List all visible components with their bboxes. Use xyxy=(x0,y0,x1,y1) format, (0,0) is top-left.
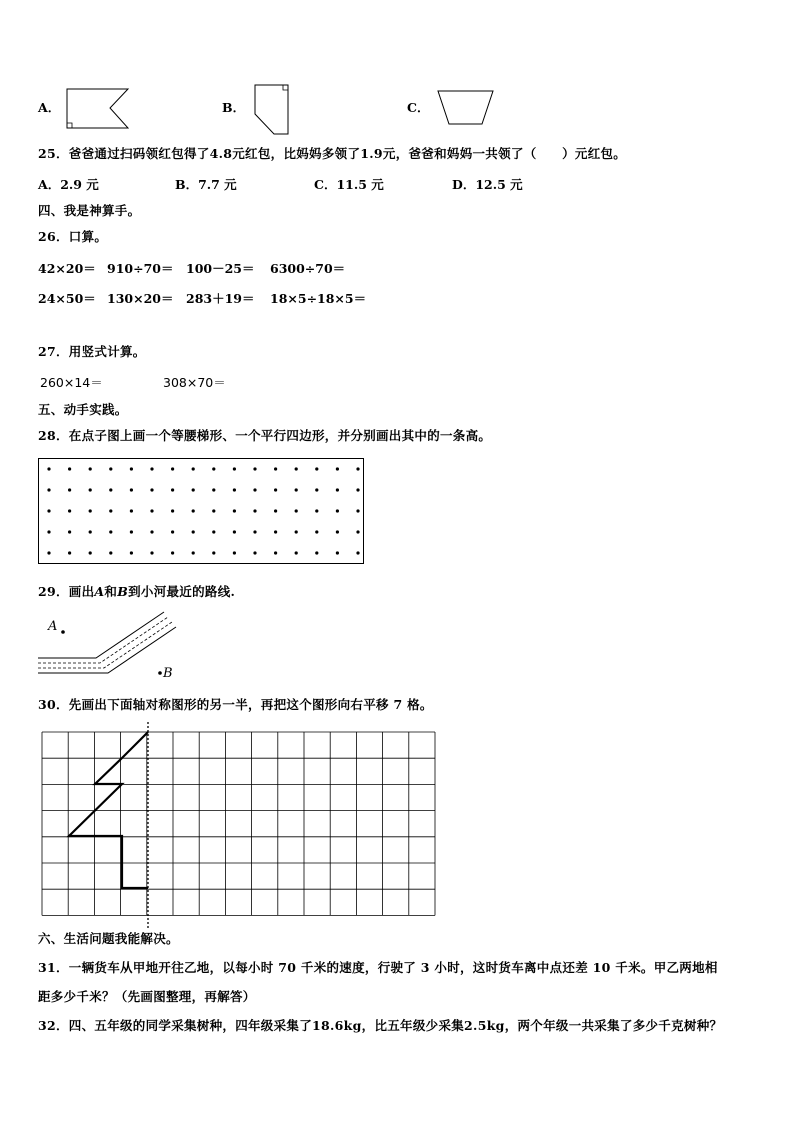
grid-dot xyxy=(356,530,359,533)
half-figure xyxy=(69,732,148,888)
q26-item: 910÷70＝ xyxy=(107,261,174,276)
grid-dot xyxy=(336,467,339,470)
grid-dot xyxy=(130,530,133,533)
grid-dot xyxy=(47,467,50,470)
grid-dot xyxy=(109,551,112,554)
section-4-heading: 四、我是神算手。 xyxy=(38,203,141,218)
q27-item: 260×14＝ xyxy=(40,375,103,390)
grid-dot xyxy=(150,509,153,512)
grid-dot xyxy=(47,551,50,554)
q31-line-2: 距多少千米？（先画图整理，再解答） xyxy=(38,989,256,1004)
q27-item: 308×70＝ xyxy=(163,375,226,390)
q26-item: 18×5÷18×5＝ xyxy=(270,291,367,306)
grid-dot xyxy=(295,551,298,554)
grid-dot xyxy=(315,530,318,533)
q30-stem: 30．先画出下面轴对称图形的另一半，再把这个图形向右平移 7 格。 xyxy=(38,697,433,712)
grid-dot xyxy=(233,488,236,491)
grid-dot xyxy=(233,530,236,533)
q25-option-d: D．12.5 元 xyxy=(452,177,523,192)
grid-dot xyxy=(171,530,174,533)
grid-dot xyxy=(315,488,318,491)
grid-dot xyxy=(274,530,277,533)
grid-dot xyxy=(89,509,92,512)
grid-dot xyxy=(233,509,236,512)
grid-dot xyxy=(150,467,153,470)
q24-shape-c xyxy=(437,90,495,126)
grid-dot xyxy=(89,488,92,491)
point-b-dot xyxy=(158,671,162,675)
grid-dot xyxy=(336,509,339,512)
grid-dot xyxy=(150,488,153,491)
section-5-heading: 五、动手实践。 xyxy=(38,402,128,417)
grid-dot xyxy=(150,530,153,533)
grid-dot xyxy=(253,467,256,470)
grid-dot xyxy=(171,551,174,554)
grid-dot xyxy=(212,467,215,470)
q26-item: 100－25＝ xyxy=(186,261,255,276)
grid-dot xyxy=(336,530,339,533)
grid-dot xyxy=(253,509,256,512)
grid-dot xyxy=(109,530,112,533)
grid-dot xyxy=(295,488,298,491)
grid-dot xyxy=(295,509,298,512)
q26-item: 283＋19＝ xyxy=(186,291,255,306)
grid-dot xyxy=(68,530,71,533)
q24-option-b-label: B． xyxy=(222,100,246,115)
grid-dot xyxy=(295,530,298,533)
grid-dot xyxy=(274,509,277,512)
q26-item: 6300÷70＝ xyxy=(270,261,346,276)
grid-dot xyxy=(192,509,195,512)
grid-dot xyxy=(212,551,215,554)
grid-dot xyxy=(130,509,133,512)
grid-dot xyxy=(68,488,71,491)
q28-stem: 28．在点子图上画一个等腰梯形、一个平行四边形，并分别画出其中的一条高。 xyxy=(38,428,492,443)
grid-dot xyxy=(295,467,298,470)
grid-dot xyxy=(130,488,133,491)
grid-dot xyxy=(47,509,50,512)
grid-dot xyxy=(253,551,256,554)
q26-item: 42×20＝ xyxy=(38,261,96,276)
grid-dot xyxy=(89,551,92,554)
grid-dot xyxy=(212,530,215,533)
q26-item: 130×20＝ xyxy=(107,291,174,306)
grid-dot xyxy=(315,509,318,512)
grid-dot xyxy=(356,488,359,491)
grid-dot xyxy=(356,509,359,512)
grid-dot xyxy=(171,467,174,470)
grid-dot xyxy=(89,530,92,533)
point-a-dot xyxy=(61,630,65,634)
grid-dot xyxy=(315,467,318,470)
grid-dot xyxy=(109,488,112,491)
grid-dot xyxy=(192,488,195,491)
grid-dot xyxy=(68,551,71,554)
grid-dot xyxy=(171,509,174,512)
grid-dot xyxy=(336,488,339,491)
q26-item: 24×50＝ xyxy=(38,291,96,306)
q28-dot-grid xyxy=(38,458,364,564)
grid-dot xyxy=(274,551,277,554)
grid-dot xyxy=(150,551,153,554)
q27-stem: 27．用竖式计算。 xyxy=(38,344,146,359)
grid-dot xyxy=(274,488,277,491)
grid-dot xyxy=(233,551,236,554)
grid-dot xyxy=(130,551,133,554)
grid-dot xyxy=(192,467,195,470)
grid-dot xyxy=(233,467,236,470)
grid-dot xyxy=(356,467,359,470)
grid-dot xyxy=(356,551,359,554)
q29-stem: 29．画出A和B到小河最近的路线. xyxy=(38,584,236,599)
grid-dot xyxy=(47,530,50,533)
grid-dot xyxy=(68,509,71,512)
grid-dot xyxy=(315,551,318,554)
grid-dot xyxy=(336,551,339,554)
grid-dot xyxy=(130,467,133,470)
q24-shape-a xyxy=(66,88,130,130)
grid-dot xyxy=(109,509,112,512)
grid-dot xyxy=(109,467,112,470)
point-b-label: B xyxy=(163,666,173,681)
grid-dot xyxy=(192,530,195,533)
grid-dot xyxy=(171,488,174,491)
grid-dot xyxy=(89,467,92,470)
grid-dot xyxy=(47,488,50,491)
q26-stem: 26．口算。 xyxy=(38,229,108,244)
grid-dot xyxy=(212,488,215,491)
grid-dot xyxy=(212,509,215,512)
q31-line-1: 31．一辆货车从甲地开往乙地，以每小时 70 千米的速度，行驶了 3 小时，这时货车离中点还差 10 千米。甲乙两地相 xyxy=(38,960,718,975)
q25-option-b: B．7.7 元 xyxy=(175,177,237,192)
q24-option-c-label: C． xyxy=(407,100,430,115)
q24-shape-b xyxy=(254,84,290,136)
grid-dot xyxy=(192,551,195,554)
grid-dot xyxy=(253,530,256,533)
point-a-label: A xyxy=(48,619,58,634)
q24-option-a-label: A． xyxy=(38,100,61,115)
grid-dot xyxy=(253,488,256,491)
q25-stem: 25．爸爸通过扫码领红包得了4.8元红包，比妈妈多领了1.9元，爸爸和妈妈一共领了（ ）元红包。 xyxy=(38,146,627,161)
q30-square-grid xyxy=(41,720,441,932)
grid-dot xyxy=(68,467,71,470)
grid-dot xyxy=(274,467,277,470)
q32-stem: 32．四、五年级的同学采集树种，四年级采集了18.6kg，比五年级少采集2.5kg，两个年级一共采集了多少千克树种？ xyxy=(38,1018,723,1033)
q25-option-a: A．2.9 元 xyxy=(38,177,99,192)
section-6-heading: 六、生活问题我能解决。 xyxy=(38,931,179,946)
q25-option-c: C．11.5 元 xyxy=(314,177,384,192)
